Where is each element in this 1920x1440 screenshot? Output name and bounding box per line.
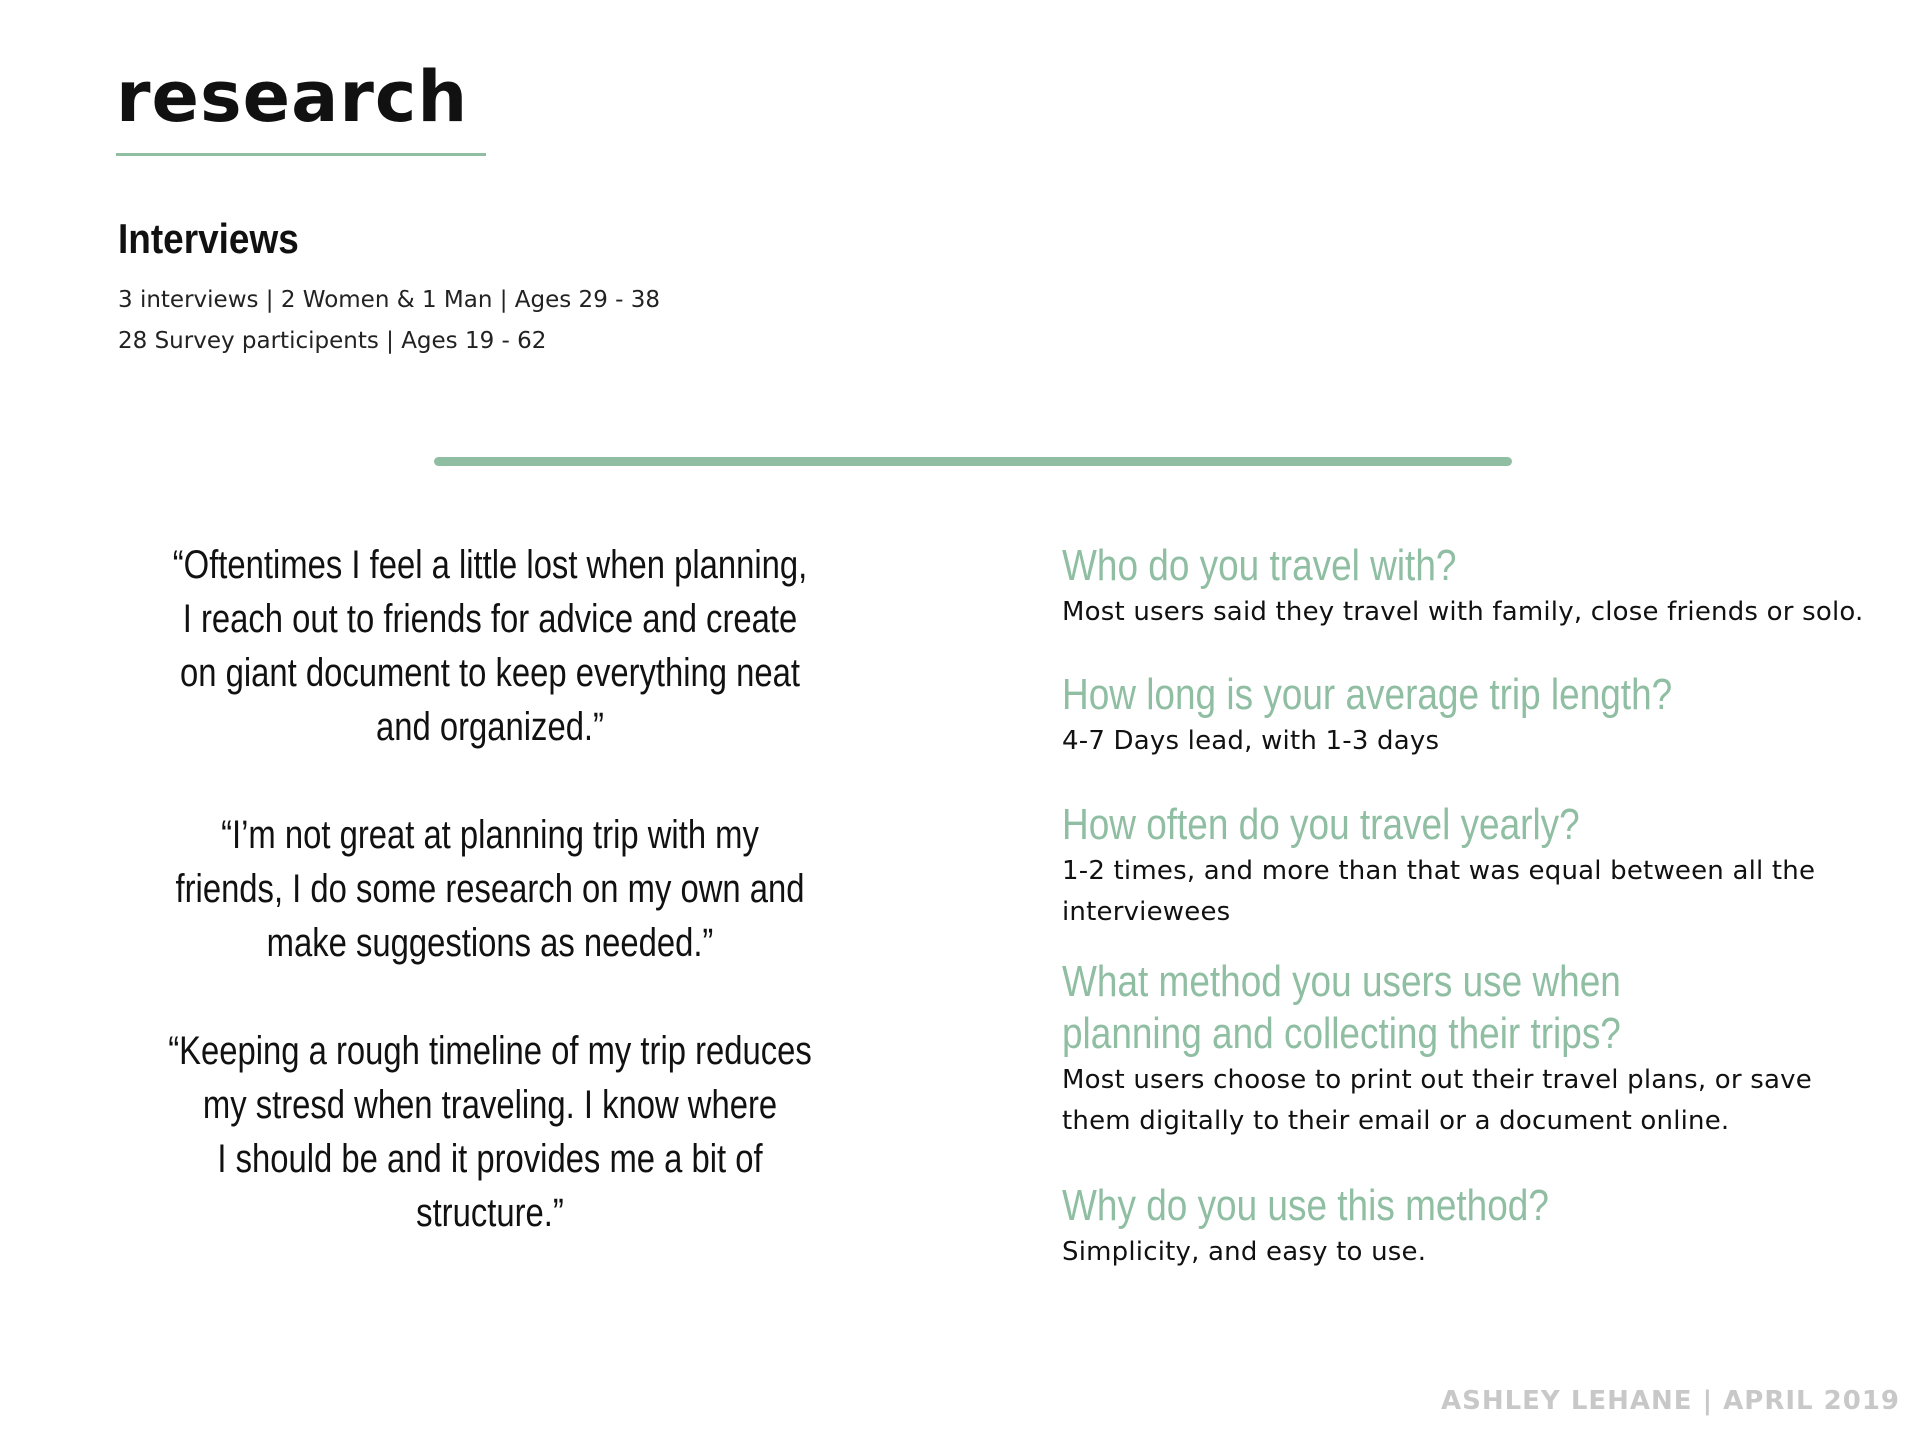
finding-answer: 4-7 Days lead, with 1-3 days	[1062, 726, 1440, 756]
interviews-summary: 3 interviews | 2 Women & 1 Man | Ages 29 - 38	[118, 287, 661, 313]
finding-question: How often do you travel yearly?	[1062, 800, 1580, 849]
finding-question: How long is your average trip length?	[1062, 670, 1673, 719]
finding-travel-companions	[1062, 540, 1902, 633]
quote-2: “I’m not great at planning trip with my friends, I do some research on my own and make suggestions as needed.”	[175, 813, 805, 965]
title-underline	[116, 153, 486, 156]
finding-method-reason	[1062, 1180, 1902, 1273]
footer-credit: ASHLEY LEHANE | APRIL 2019	[1441, 1386, 1900, 1416]
finding-answer: Most users said they travel with family, close friends or solo.	[1062, 597, 1864, 627]
finding-question: What method you users use when planning and collecting their trips?	[1062, 957, 1621, 1058]
finding-answer: Most users choose to print out their travel plans, or save them digitally to their email or a document online.	[1062, 1065, 1812, 1136]
finding-answer: 1-2 times, and more than that was equal between all the interviewees	[1062, 856, 1816, 927]
quote-3: “Keeping a rough timeline of my trip reduces my stresd when traveling. I know where I should be and it provides me a bit of structure.”	[168, 1029, 812, 1235]
finding-trip-length	[1062, 669, 1902, 762]
finding-answer: Simplicity, and easy to use.	[1062, 1237, 1427, 1267]
interviews-heading: Interviews	[118, 215, 299, 262]
finding-question: Why do you use this method?	[1062, 1181, 1549, 1230]
finding-planning-method	[1062, 956, 1902, 1142]
finding-travel-frequency	[1062, 799, 1902, 933]
finding-question: Who do you travel with?	[1062, 541, 1457, 590]
survey-summary: 28 Survey participents | Ages 19 - 62	[118, 328, 547, 354]
page-title: research	[116, 56, 469, 138]
section-divider	[434, 457, 1512, 466]
quote-1: “Oftentimes I feel a little lost when planning, I reach out to friends for advice and create on giant document to keep everything neat and organized.”	[172, 543, 808, 749]
quotes-column	[90, 538, 890, 1294]
